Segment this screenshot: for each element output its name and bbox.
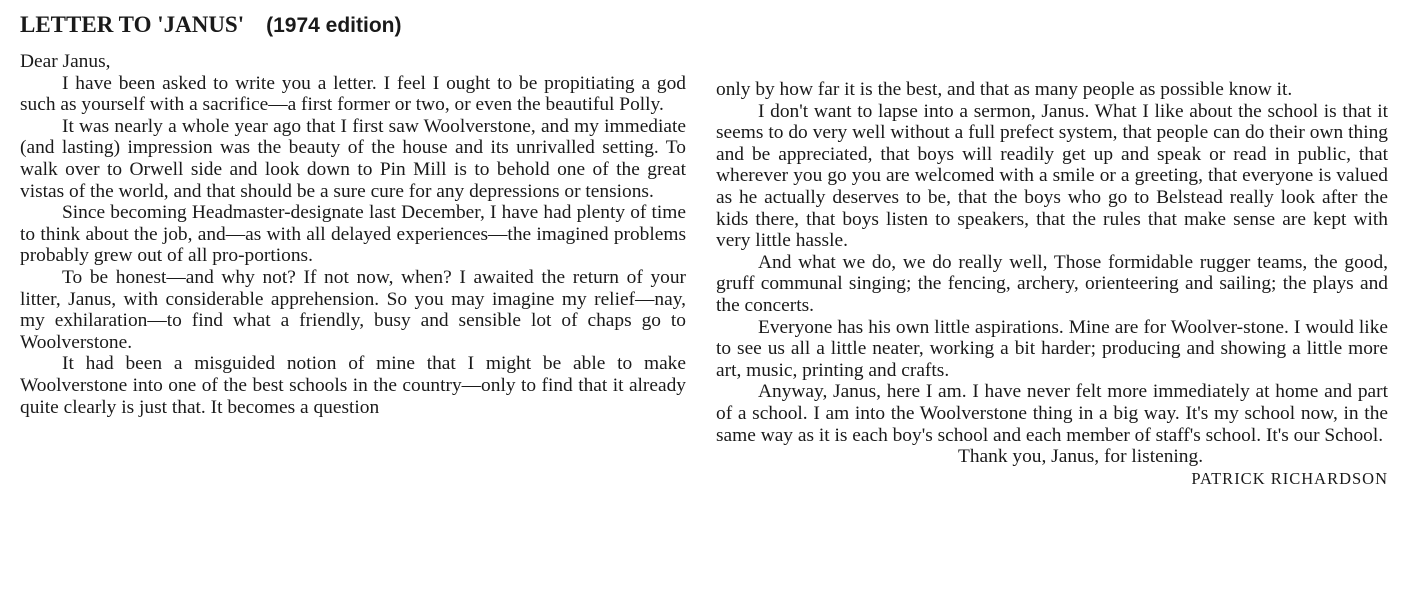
paragraph-2: It was nearly a whole year ago that I first saw Woolverstone, and my immediate (and lasting) impression was the beauty of the house and its unrivalled setting. To walk over to Orwell side and look down to Pin Mill is to behold one of the great vistas of the world, and that should be a sure cure for any depressions or tensions. [20,115,686,202]
letter-title [20,12,402,38]
paragraph-4: To be honest—and why not? If not now, when? I awaited the return of your litter, Janus, with considerable apprehension. So you may imagine my relief—nay, my exhilaration—to find what a friendly, busy and sensible lot of chaps go to Woolverstone. [20,266,686,353]
paragraph-1: I have been asked to write you a letter. I feel I ought to be propitiating a god such as yourself with a sacrifice—a first former or two, or even the beautiful Polly. [20,72,686,116]
closing-line: Thank you, Janus, for listening. [958,446,1204,468]
paragraph-5-continued: only by how far it is the best, and that as many people as possible know it. [716,79,1293,100]
title-edition: (1974 edition) [266,14,402,37]
paragraph-8: Everyone has his own little aspirations. Mine are for Woolver-stone. I would like to see us all a little neater, working a bit harder; producing and showing a little more art, music, printing and crafts. [716,316,1388,381]
signature: PATRICK RICHARDSON [1191,468,1388,488]
left-column [20,51,686,418]
right-column [716,79,1388,489]
paragraph-6: I don't want to lapse into a sermon, Janus. What I like about the school is that it seems to do very well without a full prefect system, that people can do their own thing and be appreciated, that boys will readily get up and speak or read in public, that wherever you go you are welcomed with a smile or a greeting, that everyone is valued as he actually deserves to be, that the boys who go to Belstead really look after the kids there, that boys listen to speakers, that the rules that make sense are kept with very little hassle. [716,100,1388,252]
salutation: Dear Janus, [20,51,111,72]
paragraph-7: And what we do, we do really well, Those formidable rugger teams, the good, gruff communal singing; the fencing, archery, orienteering and sailing; the plays and the concerts. [716,251,1388,316]
paragraph-3: Since becoming Headmaster-designate last December, I have had plenty of time to think about the job, and—as with all delayed experiences—the imagined problems probably grew out of all pro-portions. [20,202,686,267]
paragraph-5: It had been a misguided notion of mine that I might be able to make Woolverstone into one of the best schools in the country—only to find that it already quite clearly is just that. It becomes a question [20,353,686,418]
title-main: LETTER TO 'JANUS' [20,12,245,37]
paragraph-9: Anyway, Janus, here I am. I have never felt more immediately at home and part of a school. I am into the Woolverstone thing in a big way. It's my school now, in the same way as it is each boy's school and each member of staff's school. It's our School. [716,381,1388,446]
